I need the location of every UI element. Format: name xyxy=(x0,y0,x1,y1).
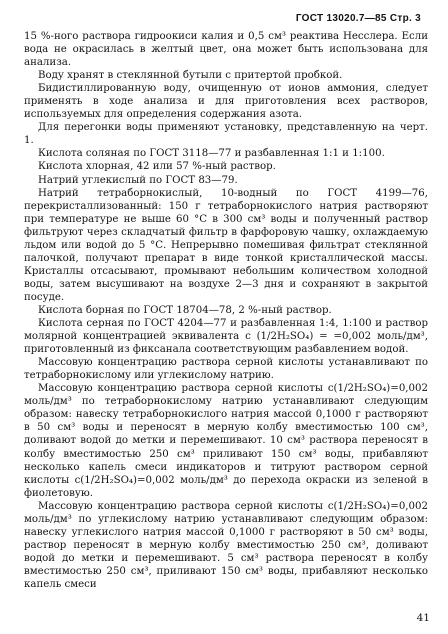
paragraph: Кислота борная по ГОСТ 18704—78, 2 %-ный раствор. xyxy=(38,304,332,316)
paragraph: Массовую концентрацию раствора серной кислоты с(1/2H₂SO₄)=0,002 моль/дм³ по тетраборнокислому натрию устанавливают следующим образом: навеску тетраборнокислого натрия массой 0,1000 г растворяют в 50 см³ воды и переносят в мерную колбу вместимостью 100 см³, доливают водой до метки и перемешивают. 10 см³ раствора переносят в колбу вместимостью 250 см³ приливают 150 см³ воды, прибавляют несколько капель смеси индикаторов и титруют раствором серной кислоты с(1/2H₂SO₄)=0,002 моль/дм³ до перехода окраски из зеленой в фиолетовую. xyxy=(24,383,428,499)
paragraph: Натрий тетраборнокислый, 10-водный по ГОСТ 4199—76, перекристаллизованный: 150 г тетраборнокислого натрия растворяют при температуре не выше 60 °С в 300 см³ воды и полученный раствор фильтруют через складчатый фильтр в фарфоровую чашку, охлаждаемую льдом или водой до 5 °С. Непрерывно помешивая фильтрат стеклянной палочкой, получают препарат в виде тонкой кристаллической массы. Кристаллы отсасывают, промывают небольшим количеством холодной воды, затем высушивают на воздухе 2—3 дня и сохраняют в закрытой посуде. xyxy=(24,187,428,303)
paragraph: Воду хранят в стеклянной бутыли с притертой пробкой. xyxy=(38,70,343,82)
paragraph: Натрий углекислый по ГОСТ 83—79. xyxy=(38,174,238,186)
document-body xyxy=(24,30,428,591)
paragraph: Кислота соляная по ГОСТ 3118—77 и разбавленная 1:1 и 1:100. xyxy=(38,148,385,160)
paragraph: Массовую концентрацию раствора серной кислоты с(1/2H₂SO₄)=0,002 моль/дм³ по углекислому натрию устанавливают следующим образом: навеску углекислого натрия массой 0,1000 г растворяют в 50 см³ воды, раствор переносят в мерную колбу вместимостью 250 см³, доливают водой до метки и перемешивают. 5 см³ раствора переносят в колбу вместимостью 250 см³, приливают 150 см³ воды, прибавляют несколько капель смеси xyxy=(24,500,428,590)
paragraph: 15 %-ного раствора гидроокиси калия и 0,5 см³ реактива Несслера. Если вода не окрасилась в желтый цвет, она может быть использована для анализа. xyxy=(24,31,428,69)
page-number: 41 xyxy=(416,612,430,624)
paragraph: Для перегонки воды применяют установку, представленную на черт. 1. xyxy=(24,122,428,147)
paragraph: Кислота серная по ГОСТ 4204—77 и разбавленная 1:4, 1:100 и раствор молярной концентрацией эквивалента с (1/2H₂SO₄) = =0,002 моль/дм³, приготовленный из фиксанала соответствующим разбавлением водой. xyxy=(24,318,428,356)
paragraph: Бидистиллированную воду, очищенную от ионов аммония, следует применять в ходе анализа и для приготовления всех растворов, используемых для определения содержания азота. xyxy=(24,83,428,121)
paragraph: Массовую концентрацию раствора серной кислоты устанавливают по тетраборнокислому или углекислому натрию. xyxy=(24,357,428,382)
page-header: ГОСТ 13020.7—85 Стр. 3 xyxy=(295,13,421,24)
paragraph: Кислота хлорная, 42 или 57 %-ный раствор. xyxy=(38,161,276,173)
